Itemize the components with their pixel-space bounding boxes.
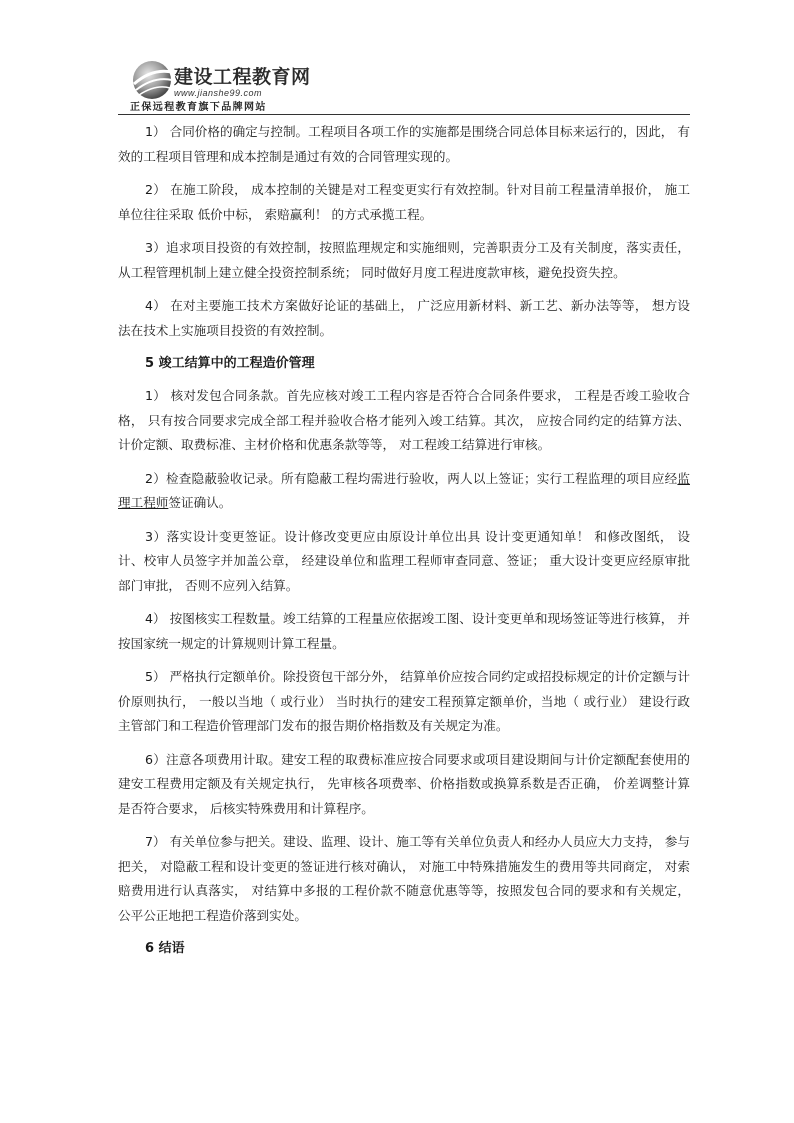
logo-title: 建设工程教育网 [174, 66, 311, 88]
section-heading: 6 结语 [145, 941, 185, 956]
paragraph: 4） 在对主要施工技术方案做好论证的基础上， 广泛应用新材料、新工艺、新办法等等， 想方设法在技术上实施项目投资的有效控制。 [118, 298, 690, 338]
header-divider [118, 114, 690, 115]
paragraph [118, 467, 690, 516]
section-heading: 5 竣工结算中的工程造价管理 [145, 356, 315, 371]
paragraph-text: 2）检查隐蔽验收记录。所有隐蔽工程均需进行验收，两人以上签证；实行工程监理的项目应经 [145, 470, 678, 486]
document-body [118, 120, 690, 969]
paragraph: 4） 按图核实工程数量。竣工结算的工程量应依据竣工图、设计变更单和现场签证等进行核算， 并按国家统一规定的计算规则计算工程量。 [118, 611, 690, 651]
paragraph: 1） 核对发包合同条款。首先应核对竣工工程内容是否符合合同条件要求， 工程是否竣工验收合格， 只有按合同要求完成全部工程并验收合格才能列入竣工结算。其次， 应按合同约定的结算方法、计价定额、取费标准、主材价格和优惠条款等等， 对工程竣工结算进行审核。 [118, 388, 690, 452]
paragraph: 3）追求项目投资的有效控制，按照监理规定和实施细则，完善职责分工及有关制度，落实责任， 从工程管理机制上建立健全投资控制系统； 同时做好月度工程进度款审核，避免投资失控。 [118, 240, 690, 280]
logo-slogan: 正保远程教育旗下品牌网站 [130, 102, 267, 113]
paragraph: 2） 在施工阶段， 成本控制的关键是对工程变更实行有效控制。针对目前工程量清单报价， 施工单位往往采取 低价中标， 索赔赢利！ 的方式承揽工程。 [118, 182, 690, 222]
paragraph: 3）落实设计变更签证。设计修改变更应由原设计单位出具 设计变更通知单！ 和修改图纸， 设计、校审人员签字并加盖公章， 经建设单位和监理工程师审查同意、签证； 重大设计变更应经原审批部门审批， 否则不应列入结算。 [118, 528, 690, 593]
underlined-term: 监理工程师 [118, 470, 690, 510]
paragraph: 7） 有关单位参与把关。建设、监理、设计、施工等有关单位负责人和经办人员应大力支持， 参与把关， 对隐蔽工程和设计变更的签证进行核对确认， 对施工中特殊措施发生的费用等共同商定， 对索赔费用进行认真落实， 对结算中多报的工程价款不随意优惠等等，按照发包合同的要求和有关规定， 公平公正地把工程造价落到实处。 [118, 834, 690, 923]
paragraph: 1） 合同价格的确定与控制。工程项目各项工作的实施都是围绕合同总体目标来运行的，因此， 有效的工程项目管理和成本控制是通过有效的合同管理实现的。 [118, 124, 690, 164]
paragraph: 6）注意各项费用计取。建安工程的取费标准应按合同要求或项目建设期间与计价定额配套使用的建安工程费用定额及有关规定执行， 先审核各项费率、价格指数或换算系数是否正确， 价差调整计算是否符合要求， 后核实特殊费用和计算程序。 [118, 751, 690, 816]
paragraph-text: 签证确认。 [168, 495, 232, 510]
globe-logo-icon [130, 58, 174, 102]
page-header [118, 52, 690, 114]
logo-url: www.jianshe99.com [174, 88, 263, 98]
paragraph: 5） 严格执行定额单价。除投资包干部分外， 结算单价应按合同约定或招投标规定的计价定额与计价原则执行， 一般以当地（ 或行业） 当时执行的建安工程预算定额单价，当地（ 或行业） 建设行政主管部门和工程造价管理部门发布的报告期价格指数及有关规定为准。 [118, 669, 690, 733]
